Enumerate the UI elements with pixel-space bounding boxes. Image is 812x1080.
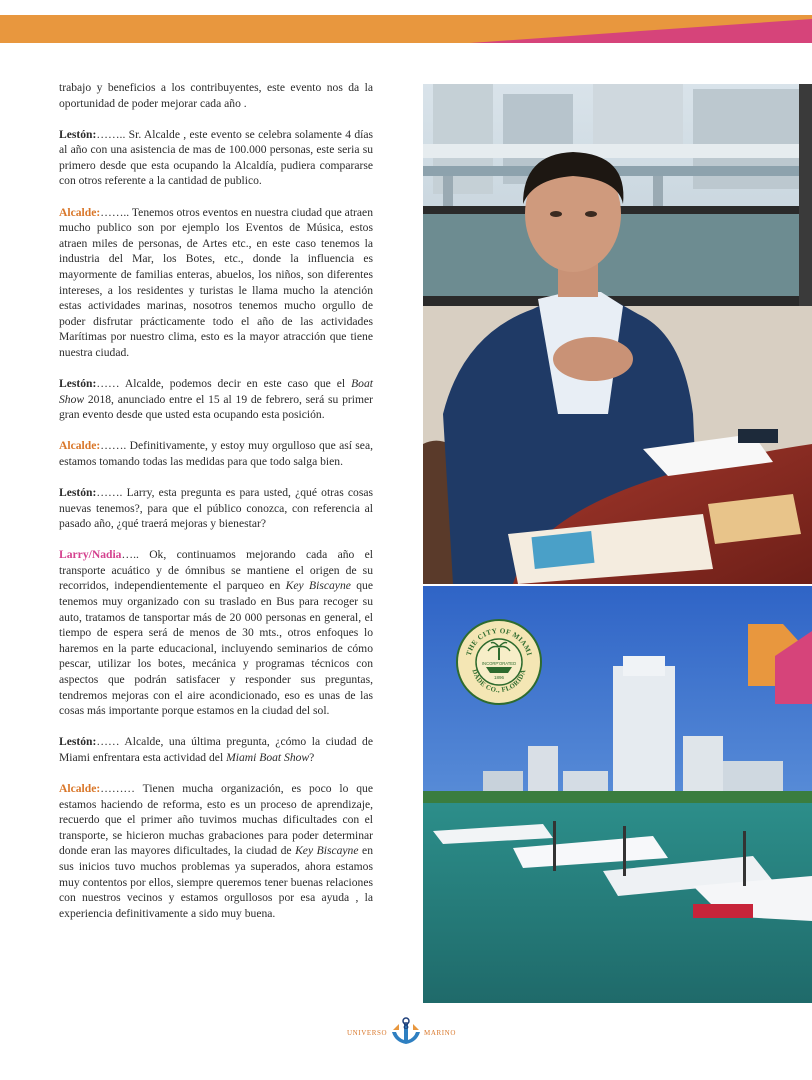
- article-text-column: [59, 80, 373, 937]
- paragraph-intro: trabajo y beneficios a los contribuyentes, este evento nos da la oportunidad de poder mejorar cada año .: [59, 81, 373, 110]
- seal-ring-bottom: DADE CO., FLORIDA: [470, 668, 528, 695]
- speaker-leston: Lestón:: [59, 127, 97, 141]
- speaker-leston: Lestón:: [59, 377, 97, 390]
- speaker-larry-nadia: Larry/Nadia: [59, 548, 122, 562]
- paragraph-alcalde-1: Alcalde:…….. Tenemos otros eventos en nuestra ciudad que atraen mucho publico son por ejemplo los Eventos de Música, estos atraen miles de personas, de Artes etc., en este caso tenemos la industria del Mar, los Botes, etc., donde la influencia es mayormente de familias enteras, abuelos, los niños, son diferentes intereses, a los residentes y turistas le llama mucho la atención estas actividades marinas, nosotros tenemos mucho orgullo de poder disfrutar prácticamente todo el año de las actividades Marítimas por nuestro clima, esto es la mayor atracción que tiene nuestra ciudad.: [59, 205, 373, 359]
- page-footer: [0, 1014, 812, 1050]
- paragraph-larry-nadia: Larry/Nadia….. Ok, continuamos mejorando cada año el transporte acuático y de ómnibus se mantiene el origen de su recorridos, independientemente el parqueo en Key Biscayne que tenemos muy organizado con su traslado en Bus para recoger su auto, tratamos de tansportar más de 20 000 personas en general, el tiempo de espera será de menos de 30 mts., otros enfoques lo haremos en la parte educacional, incluyendo seminarios de cómo pescar, utilizar los botes, mecánica y programas técnicos con aspectos que podrán satisfacer y responder sus preguntas, tendremos mejoras con el aire acondicionado, eso es unas de las cosas más importante porque estamos en la ciudad del sol.: [59, 548, 373, 718]
- footer-brand-right: MARINO: [424, 1029, 456, 1037]
- speaker-leston: Lestón:: [59, 485, 97, 499]
- seal-ring-top: THE CITY OF MIAMI: [464, 626, 534, 657]
- page-number: 8: [403, 1020, 409, 1032]
- mayor-interview-photo: [423, 84, 812, 584]
- top-color-band: [0, 15, 812, 43]
- city-of-miami-seal-icon: [456, 619, 542, 705]
- speaker-alcalde: Alcalde:: [59, 439, 101, 453]
- miami-marina-photo: [423, 586, 812, 1003]
- speaker-alcalde: Alcalde:: [59, 781, 101, 795]
- seal-center-line2: 1896: [493, 675, 505, 680]
- seal-center-line1: INCORP'ORATED: [481, 661, 517, 666]
- speaker-leston: Lestón:: [59, 735, 97, 749]
- paragraph-leston-3: Lestón:……. Larry, esta pregunta es para usted, ¿qué otras cosas nuevas tenemos?, para que el público conozca, con referencia al pasado año, ¿qué traerá mejoras y bienestar?: [59, 485, 373, 531]
- speaker-alcalde: Alcalde:: [59, 205, 101, 219]
- paragraph-leston-2: Lestón:…… Alcalde, podemos decir en este caso que el Boat Show 2018, anunciado entre el 15 al 19 de febrero, será su primer gran evento desde que usted esta ocupando esta posición.: [59, 377, 373, 422]
- paragraph-alcalde-2: Alcalde:……. Definitivamente, y estoy muy orgulloso que así sea, estamos tomando todas las medidas para que todo salga bien.: [59, 439, 373, 468]
- paragraph-leston-1: Lestón:…….. Sr. Alcalde , este evento se celebra solamente 4 días al año con una asistencia de mas de 100.000 personas, este seria su primero desde que esta ocupando la Alcaldía, pudiera compararse con otros referente a la cantidad de publico.: [59, 127, 373, 188]
- paragraph-alcalde-3: Alcalde:……… Tienen mucha organización, es poco lo que estamos haciendo de reforma, esto es un proceso de aprendizaje, recuerdo que el primer año tuvimos muchas dificultades con el transporte, se hicieron muchas grabaciones para poder determinar donde eran las mayores dificultades, la ciudad de Key Biscayne en sus inicios tuvo muchos problemas ya superados, ahora estamos muy contentos por ellos, siempre queremos tener buenas relaciones con nuestros vecinos y estamos orgullosos por esa ayuda , la experiencia definitivamente a sido muy buena.: [59, 781, 373, 920]
- paragraph-leston-4: Lestón:…… Alcalde, una última pregunta, ¿cómo la ciudad de Miami enfrentara esta actividad del Miami Boat Show?: [59, 735, 373, 764]
- footer-brand-left: UNIVERSO: [347, 1029, 388, 1037]
